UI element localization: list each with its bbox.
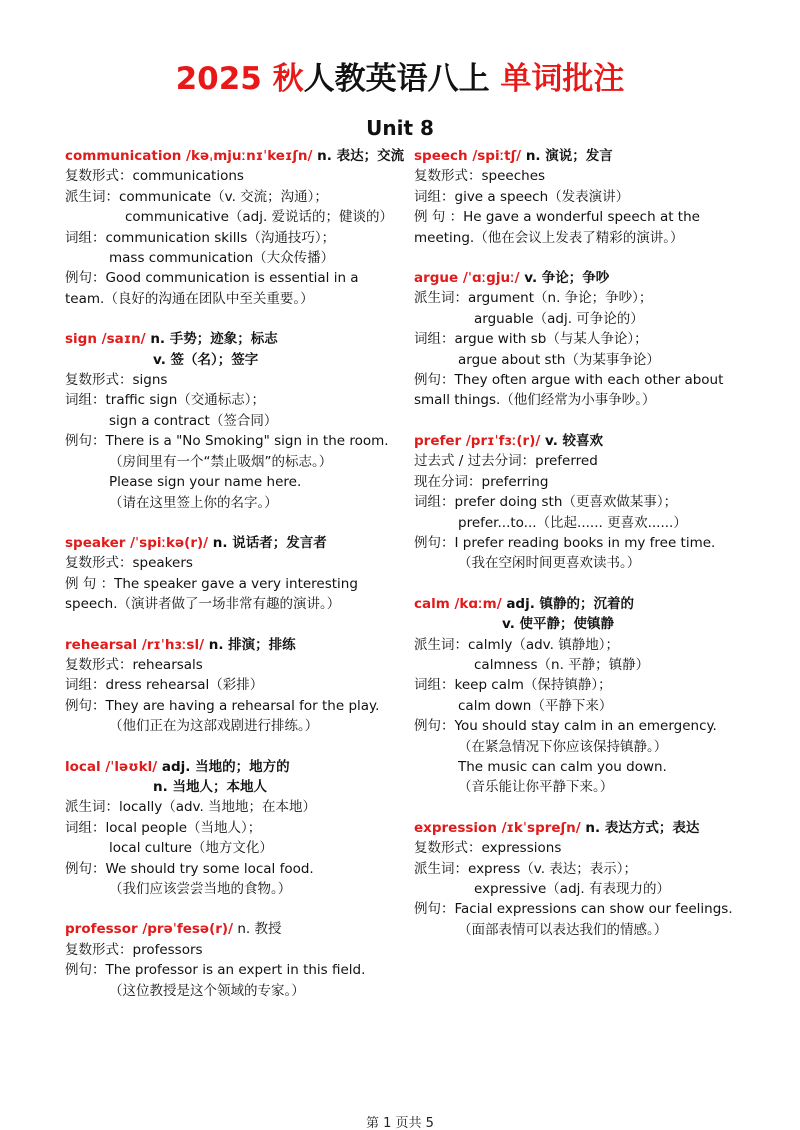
page-footer: 第 1 页共 5	[366, 1116, 434, 1130]
entry-line: The music can calm you down.	[458, 758, 667, 775]
entry-headline	[414, 431, 759, 451]
entry-line: 词组：communication skills（沟通技巧）；	[65, 229, 336, 246]
entry-line: （面部表情可以表达我们的情感。）	[458, 921, 668, 938]
entry-line: team.（良好的沟通在团队中至关重要。）	[65, 290, 314, 307]
second-meaning: v. 签（名）；签字	[153, 351, 259, 368]
entry-line: arguable（adj. 可争论的）	[474, 310, 644, 327]
entry-line: 复数形式：communications	[65, 168, 244, 185]
title-year: 2025 秋	[175, 61, 304, 97]
entry-line: 例句：The professor is an expert in this field.	[65, 962, 366, 979]
entry-line: 词组：keep calm（保持镇静）；	[414, 677, 612, 694]
entry-line: 词组：local people（当地人）；	[65, 819, 262, 836]
page-title	[0, 58, 800, 100]
entry-line: （我们应该尝尝当地的食物。）	[109, 881, 292, 897]
second-meaning: n. 当地人；本地人	[153, 778, 267, 795]
headword: communication /kəˌmjuːnɪˈkeɪʃn/	[65, 148, 313, 164]
headword: argue /ˈɑːgjuː/	[414, 270, 520, 287]
entry-line: （请在这里签上你的名字。）	[109, 494, 278, 511]
entry-line: expressive（adj. 有表现力的）	[474, 881, 670, 897]
entry-line: 派生词：communicate（v. 交流；沟通）；	[65, 188, 328, 205]
entry-line: 复数形式：rehearsals	[65, 656, 203, 673]
part-of-speech: n. 教授	[233, 921, 282, 938]
right-column	[414, 146, 759, 960]
entry-headline	[414, 594, 759, 614]
vocab-entry	[65, 329, 410, 513]
entry-line: meeting.（他在会议上发表了精彩的演讲。）	[414, 229, 684, 246]
title-suffix: 单词批注	[489, 61, 625, 97]
entry-line: 词组：argue with sb（与某人争论）；	[414, 331, 648, 348]
entry-line: 词组：prefer doing sth（更喜欢做某事）；	[414, 494, 678, 511]
entry-headline	[65, 757, 410, 777]
entry-headline	[414, 268, 759, 288]
vocab-entry	[414, 818, 759, 940]
entry-headline	[414, 146, 759, 166]
entry-line: 复数形式：speeches	[414, 168, 546, 185]
entry-line: 复数形式：expressions	[414, 840, 562, 857]
entry-line: （我在空闲时间更喜欢读书。）	[458, 555, 641, 572]
unit-heading: Unit 8	[366, 116, 434, 140]
vocab-entry	[65, 146, 410, 309]
entry-line: 词组：give a speech（发表演讲）	[414, 188, 630, 205]
entry-line: 派生词：argument（n. 争论；争吵）；	[414, 290, 653, 307]
entry-line: （这位教授是这个领域的专家。）	[109, 982, 305, 999]
entry-line: mass communication（大众传播）	[109, 250, 335, 267]
vocab-entry	[65, 757, 410, 900]
entry-line: 例句：You should stay calm in an emergency.	[414, 718, 717, 735]
entry-line: 例句：Good communication is essential in a	[65, 270, 359, 287]
entry-line: communicative（adj. 爱说话的；健谈的）	[125, 209, 394, 226]
part-of-speech: adj. 镇静的；沉着的	[501, 595, 635, 612]
part-of-speech: n. 表达；交流	[312, 148, 405, 164]
headword: sign /saɪn/	[65, 331, 146, 348]
entry-line: （在紧急情况下你应该保持镇静。）	[458, 738, 668, 755]
title-subject: 人教英语八上	[303, 61, 490, 97]
vocab-entry	[65, 919, 410, 1001]
entry-line: small things.（他们经常为小事争吵。）	[414, 392, 656, 409]
entry-headline	[65, 146, 410, 166]
left-column	[65, 146, 410, 1021]
part-of-speech: v. 争论；争吵	[519, 270, 610, 287]
headword: speech /spiːtʃ/	[414, 148, 522, 164]
part-of-speech: adj. 当地的；地方的	[157, 758, 290, 775]
vocab-entry	[65, 533, 410, 615]
entry-line: 例句：Facial expressions can show our feelings.	[414, 901, 733, 918]
entry-line: 例 句 ：The speaker gave a very interesting	[65, 575, 358, 592]
part-of-speech: v. 较喜欢	[540, 432, 604, 449]
entry-line: 复数形式：signs	[65, 372, 168, 389]
entry-line: 现在分词：preferring	[414, 473, 549, 490]
entry-line: 例句：They often argue with each other about	[414, 372, 724, 389]
entry-headline	[65, 919, 410, 939]
entry-headline	[65, 329, 410, 349]
entry-line: 派生词：express（v. 表达；表示）；	[414, 860, 638, 877]
entry-line: 例句：They are having a rehearsal for the play.	[65, 697, 380, 714]
entry-line: （他们正在为这部戏剧进行排练。）	[109, 718, 319, 735]
headword: calm /kɑːm/	[414, 595, 502, 612]
entry-line: 例句：I prefer reading books in my free time.	[414, 534, 716, 551]
entry-line: calm down（平静下来）	[458, 697, 613, 714]
part-of-speech: n. 演说；发言	[521, 148, 613, 164]
entry-line: speech.（演讲者做了一场非常有趣的演讲。）	[65, 596, 341, 613]
vocab-entry	[65, 635, 410, 737]
headword: speaker /ˈspiːkə(r)/	[65, 534, 209, 551]
entry-line: 例句：There is a "No Smoking" sign in the room.	[65, 433, 389, 450]
entry-line: sign a contract（签合同）	[109, 412, 278, 429]
entry-line: （房间里有一个“禁止吸烟”的标志。）	[109, 453, 333, 470]
part-of-speech: n. 排演；排练	[204, 636, 296, 653]
headword: prefer /prɪˈfɜː(r)/	[414, 432, 541, 449]
entry-line: 复数形式：speakers	[65, 555, 193, 572]
vocab-entry	[414, 431, 759, 574]
entry-headline	[65, 635, 410, 655]
entry-line: Please sign your name here.	[109, 474, 302, 491]
entry-headline	[414, 818, 759, 838]
entry-headline	[65, 533, 410, 553]
entry-line: 派生词：calmly（adv. 镇静地）；	[414, 636, 619, 653]
headword: local /ˈləʊkl/	[65, 758, 158, 775]
vocab-entry	[414, 146, 759, 248]
vocab-entry	[414, 594, 759, 798]
entry-line: 过去式 / 过去分词：preferred	[414, 453, 598, 470]
entry-line: 复数形式：professors	[65, 941, 203, 958]
part-of-speech: n. 说话者；发言者	[208, 534, 327, 551]
entry-line: 例 句 ：He gave a wonderful speech at the	[414, 209, 700, 226]
part-of-speech: n. 表达方式；表达	[580, 819, 700, 836]
second-meaning: v. 使平静；使镇静	[502, 616, 615, 633]
headword: expression /ɪkˈspreʃn/	[414, 819, 581, 836]
entry-line: prefer...to...（比起...... 更喜欢......）	[458, 514, 687, 531]
vocab-entry	[414, 268, 759, 411]
entry-line: 词组：traffic sign（交通标志）；	[65, 392, 266, 409]
entry-line: local culture（地方文化）	[109, 840, 273, 857]
entry-line: 词组：dress rehearsal（彩排）	[65, 677, 264, 694]
entry-line: argue about sth（为某事争论）	[458, 351, 660, 368]
headword: rehearsal /rɪˈhɜːsl/	[65, 636, 205, 653]
headword: professor /prəˈfesə(r)/	[65, 921, 234, 938]
part-of-speech: n. 手势；迹象；标志	[145, 331, 278, 348]
entry-line: 例句：We should try some local food.	[65, 860, 314, 877]
entry-line: calmness（n. 平静；镇静）	[474, 656, 650, 673]
entry-line: （音乐能让你平静下来。）	[458, 779, 614, 796]
entry-line: 派生词：locally（adv. 当地地；在本地）	[65, 799, 317, 816]
